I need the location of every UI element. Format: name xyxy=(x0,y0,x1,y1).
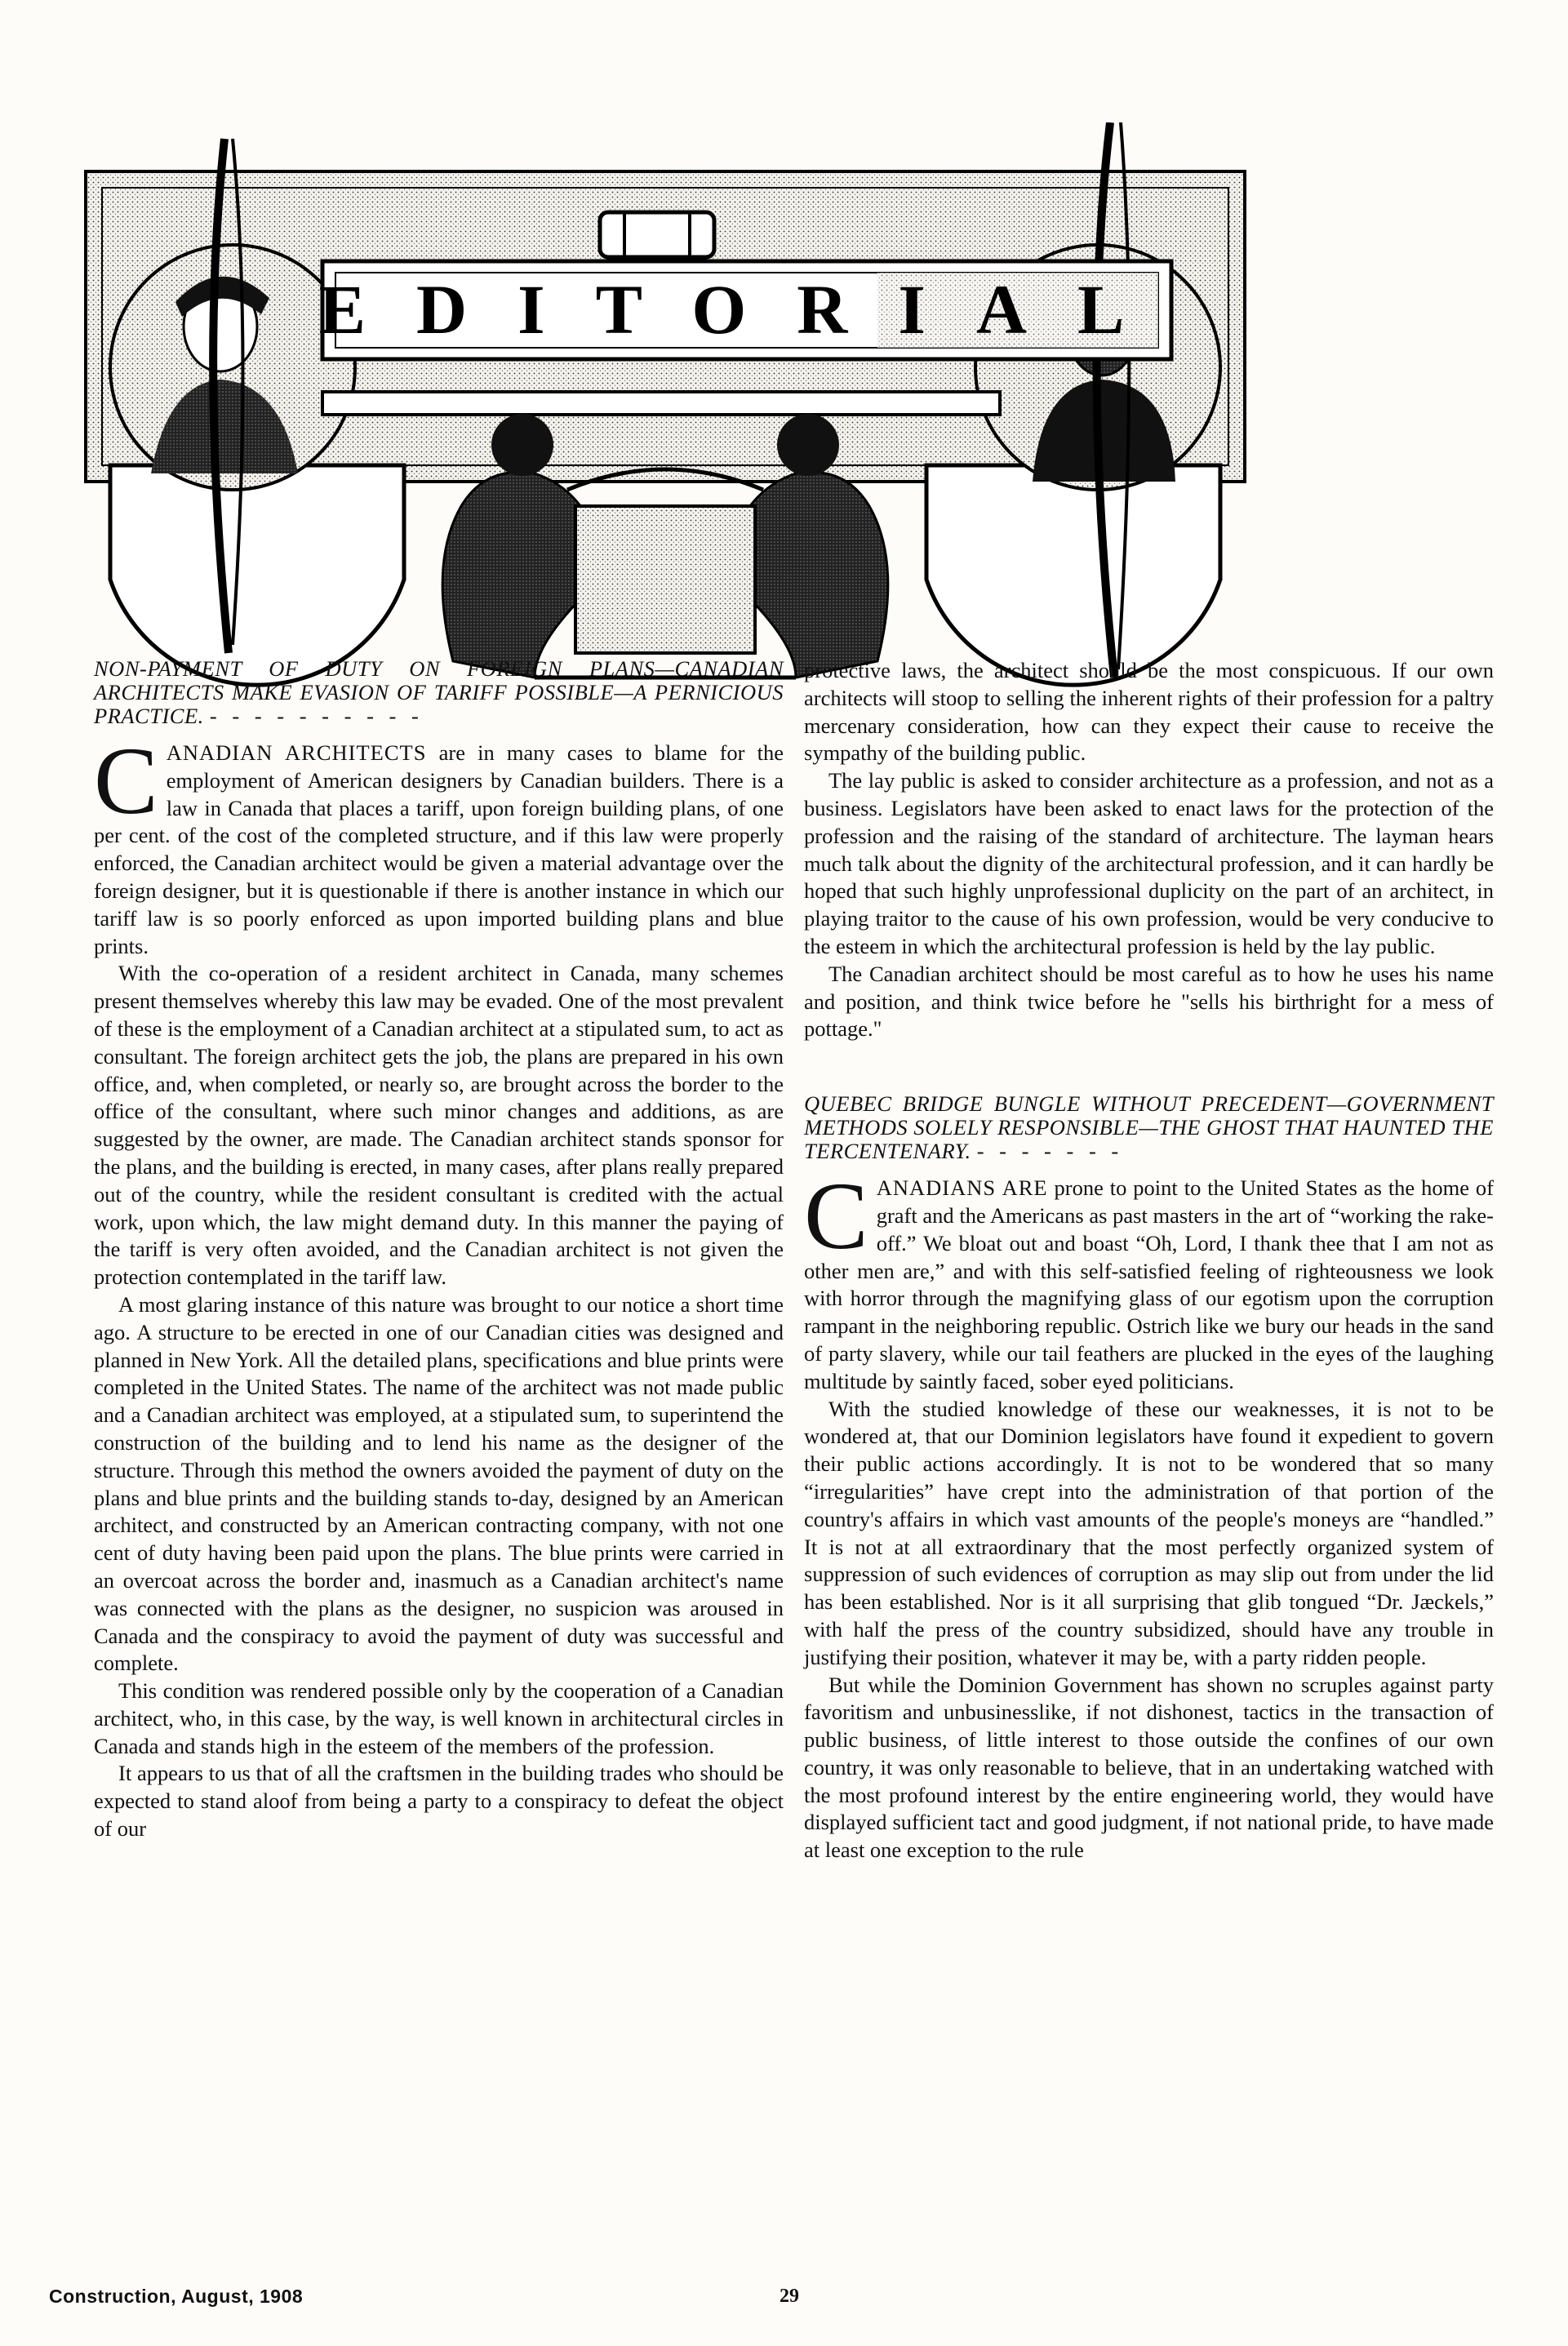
banner-title: EDITORIAL xyxy=(318,270,1175,349)
article2-paragraph: But while the Dominion Government has shown no scruples against party favoritism and unbusinesslike, if not dishonest, tactics in the transaction of public business, of little interest to those outside the confines of our own country, it was only reasonable to believe, that in an undertaking watched with the most profound interest by the entire engineering world, they would have displayed sufficient tact and good judgment, if not national pride, to have made at least one exception to the rule xyxy=(804,1672,1494,1863)
drop-cap: C xyxy=(94,727,158,834)
lead-words: ANADIAN ARCHITECTS xyxy=(166,740,427,765)
drop-cap: C xyxy=(804,1162,868,1270)
article1-paragraph: It appears to us that of all the craftsmen in the building trades who should be expected to stand aloof from being a party to a conspiracy to defeat the object of our xyxy=(94,1761,784,1842)
right-column xyxy=(804,657,1494,1864)
publication-footer: Construction, August, 1908 xyxy=(49,2286,304,2307)
article1-paragraph: This condition was rendered possible only by the cooperation of a Canadian architect, who, in this case, by the way, is well known in architectural circles in Canada and stands high in the esteem of the members of the profession. xyxy=(94,1678,784,1758)
article2-paragraph: CANADIANS ARE prone to point to the United States as the home of graft and the Americans as past masters in the art of “working the rake-off.” We bloat out and boast “Oh, Lord, I thank thee that I am not as other men are,” and with this self-satisfied feeling of righteousness we look with horror through the magnifying glass of our egotism upon the corruption rampant in the neighboring republic. Ostrich like we bury our heads in the sand of party slavery, while our tail feathers are plucked in the eyes of the laughing multitude by saintly faced, sober eyed politicians. xyxy=(804,1162,1494,1393)
article2-paragraph: With the studied knowledge of these our weaknesses, it is not to be wondered at, that our Dominion legislators have found it expedient to govern their public actions accordingly. It is not to be wondered that so many “irregularities” have crept into the administration of that portion of the country's affairs in which vast amounts of the people's moneys are “handled.” It is not at all extraordinary that the most perfectly organized system of suppression of such evidences of corruption as may slip out from under the lid has been established. Nor is it all surprising that glib tongued “Dr. Jæckels,” with half the press of the country subsidized, should have any trouble in justifying their position, whatever it may be, with a party ridden people. xyxy=(804,1396,1494,1669)
heading-dashes: - - - - - - - - - - xyxy=(209,704,424,728)
editorial-banner-illustration xyxy=(78,122,1253,694)
article1-paragraph: The lay public is asked to consider architecture as a profession, and not as a business. Legislators have been asked to enact laws for the protection of the profession and the raising of the standard of architecture. The layman hears much talk about the dignity of the architectural profession, and it can hardly be hoped that such highly unprofessional duplicity on the part of an architect, in playing traitor to the cause of his own profession, would be very conducive to the esteem in which the architectural profession is held by the lay public. xyxy=(804,768,1494,958)
article1-paragraph: CANADIAN ARCHITECTS are in many cases to blame for the employment of American designers by Canadian builders. There is a law in Canada that places a tariff, upon foreign building plans, of one per cent. of the cost of the completed structure, and if this law were properly enforced, the Canadian architect would be given a material advantage over the foreign designer, but it is questionable if there is another instance in which our tariff law is so poorly enforced as upon imported building plans and blue prints. xyxy=(94,727,784,958)
article1-paragraph: The Canadian architect should be most careful as to how he uses his name and position, and think twice before he "sells his birthright for a mess of pottage." xyxy=(804,961,1494,1042)
lead-words: ANADIANS ARE xyxy=(876,1175,1048,1201)
article1-heading: NON-PAYMENT OF DUTY ON FOREIGN PLANS—CANADIAN ARCHITECTS MAKE EVASION OF TARIFF POSSIBLE—A PERNICIOUS PRACTICE. - - - - - - - - - - xyxy=(94,656,784,728)
article2-heading: QUEBEC BRIDGE BUNGLE WITHOUT PRECEDENT—GOVERNMENT METHODS SOLELY RESPONSIBLE—THE GHOST THAT HAUNTED THE TERCENTENARY. - - - - - - - xyxy=(804,1091,1494,1164)
heading-dashes: - - - - - - - xyxy=(976,1139,1124,1164)
page-number: 29 xyxy=(780,2286,799,2307)
article1-paragraph: A most glaring instance of this nature was brought to our notice a short time ago. A structure to be erected in one of our Canadian cities was designed and planned in New York. All the detailed plans, specifications and blue prints were completed in the United States. The name of the architect was not made public and a Canadian architect was employed, at a stipulated sum, to superintend the construction of the building and to lend his name as the designer of the structure. Through this method the owners avoided the payment of duty on the plans and blue prints and the building stands to-day, designed by an American architect, and constructed by an American contracting company, with not one cent of duty having been paid upon the plans. The blue prints were carried in an overcoat across the border and, inasmuch as a Canadian architect's name was connected with the plans as the designer, no suspicion was aroused in Canada and the conspiracy to avoid the payment of duty was successful and complete. xyxy=(94,1291,784,1676)
article1-paragraph: protective laws, the architect should be the most conspicuous. If our own architects will stoop to selling the inherent rights of their profession for a paltry mercenary consideration, how can they expect their cause to receive the sympathy of the building public. xyxy=(804,658,1494,766)
article1-paragraph: With the co-operation of a resident architect in Canada, many schemes present themselves whereby this law may be evaded. One of the most prevalent of these is the employment of a Canadian architect at a stipulated sum, to act as consultant. The foreign architect gets the job, the plans are prepared in his own office, and, when completed, or nearly so, are brought across the border to the office of the consultant, where such minor changes and additions, as are suggested by the owner, are made. The Canadian architect stands sponsor for the plans, and the building is erected, in many cases, after plans really prepared out of the country, while the resident consultant is credited with the actual work, upon which, the law might demand duty. In this manner the paying of the tariff is very often avoided, and the Canadian architect is not given the protection contemplated in the tariff law. xyxy=(94,961,784,1290)
left-column xyxy=(94,657,784,1843)
